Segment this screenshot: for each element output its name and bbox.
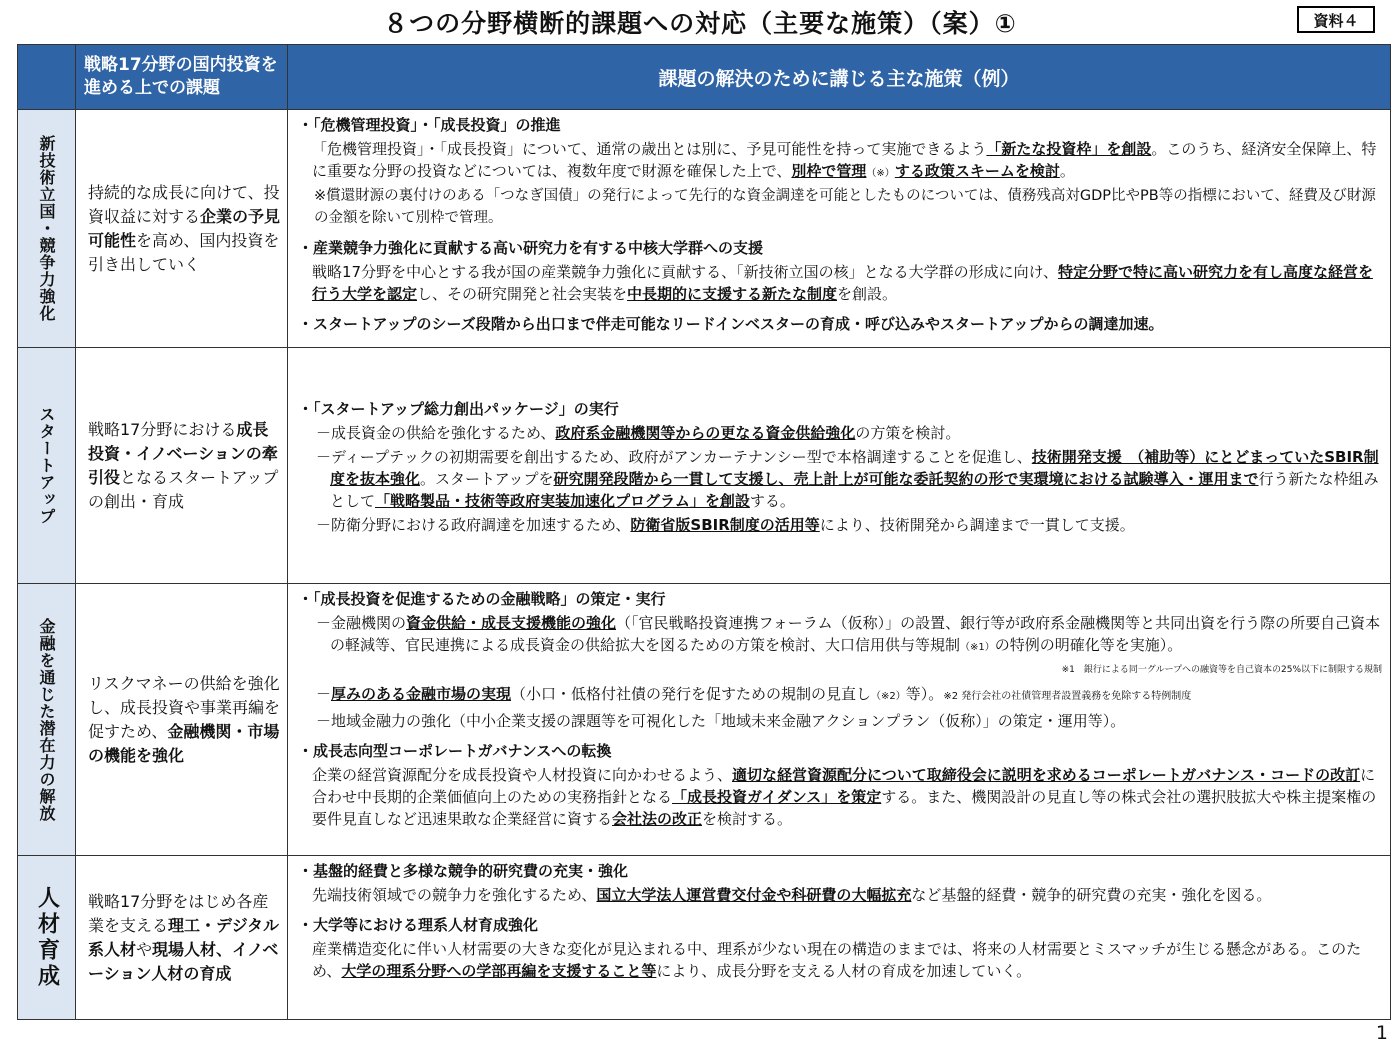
text-span: （小口・低格付社債の発行を促すための規制の見直し bbox=[511, 685, 872, 703]
emphasized-text: 国立大学法人運営費交付金や科研費の大幅拡充 bbox=[596, 886, 912, 904]
measure-heading bbox=[298, 114, 1382, 136]
text-span: により、成長分野を支える人材の育成を加速していく。 bbox=[656, 962, 1032, 980]
text-span: ・「危機管理投資」・「成長投資」の推進 bbox=[298, 116, 561, 134]
issue-emphasis: 金融機関・市場の機能を強化 bbox=[88, 721, 280, 765]
row-category bbox=[18, 856, 76, 1020]
measure-paragraph bbox=[298, 938, 1382, 982]
emphasized-text: 会社法の改正 bbox=[612, 810, 703, 828]
row-category bbox=[18, 348, 76, 584]
text-span: －防衛分野における政府調達を加速するため、 bbox=[316, 515, 631, 534]
text-span: ※2 発行会社の社債管理者設置義務を免除する特例制度 bbox=[943, 691, 1192, 702]
emphasized-text: 「戦略製品・技術等政府実装加速化プログラム」を創設 bbox=[375, 491, 750, 510]
text-span: 「危機管理投資」・「成長投資」について、通常の歳出とは別に、予見可能性を持って実施できるよう bbox=[312, 140, 987, 158]
measure-heading bbox=[298, 588, 1382, 610]
text-span: に合わせ中長期的企業価値向上のための実務指針となる bbox=[312, 766, 1376, 806]
measure-heading bbox=[298, 740, 1382, 762]
issue-emphasis: 理工・デジタル系人材 bbox=[88, 915, 280, 959]
table-row bbox=[18, 856, 1391, 1020]
emphasized-text: 「新たな投資枠」を創設 bbox=[986, 140, 1152, 158]
measure-note bbox=[298, 185, 1382, 229]
measure-note bbox=[298, 659, 1382, 681]
header-issues: 戦略17分野の国内投資を進める上での課題 bbox=[76, 45, 288, 110]
emphasized-text: 大学の理系分野への学部再編を支援すること等 bbox=[341, 962, 657, 980]
text-span: 。スタートアップを bbox=[420, 469, 554, 488]
text-span: の方策を検討。 bbox=[855, 423, 961, 442]
text-span: 先端技術領域での競争力を強化するため、 bbox=[312, 886, 597, 904]
measure-item bbox=[316, 514, 1382, 536]
issue-text: 戦略17分野における bbox=[88, 419, 237, 439]
text-span: （※2） bbox=[871, 691, 906, 702]
row-category bbox=[18, 110, 76, 348]
category-label: 金融を通じた潜在力の解放 bbox=[37, 617, 56, 822]
text-span: の特例の明確化等を実施）。 bbox=[994, 636, 1183, 654]
text-span: ・「スタートアップ総力創出パッケージ」の実行 bbox=[298, 399, 619, 418]
text-span: （※） bbox=[866, 168, 895, 179]
text-span: ※償還財源の裏付けのある「つなぎ国債」の発行によって先行的な資金調達を可能としたものについては、債務残高対GDP比やPB等の指標において、経費及び財源の金額を除いて別枠で管理。 bbox=[314, 188, 1376, 226]
row-category bbox=[18, 584, 76, 856]
table-row bbox=[18, 110, 1391, 348]
text-span: －地域金融力の強化（中小企業支援の課題等を可視化した「地域未来金融アクションプラン（仮称）」の策定・運用等）。 bbox=[316, 712, 1126, 730]
emphasized-text: 中長期的に支援する新たな制度 bbox=[627, 285, 838, 303]
text-span: 等）。 bbox=[905, 685, 944, 703]
text-span: ・基盤的経費と多様な競争的研究費の充実・強化 bbox=[298, 862, 629, 880]
text-span: （※1） bbox=[960, 642, 995, 653]
row-issue bbox=[76, 584, 288, 856]
text-span: －金融機関の bbox=[316, 614, 407, 632]
text-span: を創設。 bbox=[837, 285, 898, 303]
emphasized-text: 技術開発支援 （補助等）にとどまっていたSBIR制度を抜本強化 bbox=[330, 447, 1379, 488]
text-span: ・「成長投資を促進するための金融戦略」の策定・実行 bbox=[298, 590, 666, 608]
row-measures bbox=[288, 584, 1391, 856]
issue-text: 戦略17分野をはじめ各産業を支える bbox=[88, 891, 269, 935]
emphasized-text: 政府系金融機関等からの更なる資金供給強化 bbox=[555, 423, 856, 442]
text-span: ・大学等における理系人材育成強化 bbox=[298, 916, 539, 934]
row-measures bbox=[288, 110, 1391, 348]
row-measures bbox=[288, 856, 1391, 1020]
measures-table bbox=[17, 44, 1391, 1020]
text-span: ・産業競争力強化に貢献する高い研究力を有する中核大学群への支援 bbox=[298, 239, 764, 257]
table-row bbox=[18, 584, 1391, 856]
text-span: 。 bbox=[1059, 162, 1075, 180]
issue-text: 持続的な成長に向けて、投資収益に対する bbox=[88, 182, 280, 226]
measure-heading bbox=[298, 914, 1382, 936]
row-issue bbox=[76, 856, 288, 1020]
issue-text: を高め、国内投資を引き出していく bbox=[88, 230, 280, 274]
text-span: 行う新たな枠組みとして bbox=[330, 469, 1379, 510]
emphasized-text: 研究開発段階から一貫して支援し、売上計上が可能な委託契約の形で実環境における試験導入・運用まで bbox=[553, 469, 1259, 488]
page-title: ８つの分野横断的課題への対応（主要な施策）（案）① bbox=[383, 9, 1017, 38]
emphasized-text: 防衛省版SBIR制度の活用等 bbox=[630, 515, 820, 534]
text-span: － bbox=[316, 685, 332, 703]
measure-item bbox=[316, 683, 1382, 708]
measure-item bbox=[316, 446, 1382, 512]
text-span: ・スタートアップのシーズ段階から出口まで伴走可能なリードインベスターの育成・呼び込みやスタートアップからの調達加速。 bbox=[298, 315, 1164, 333]
measure-paragraph bbox=[298, 261, 1382, 305]
issue-text: や bbox=[136, 939, 153, 959]
header-measures: 課題の解決のために講じる主な施策（例） bbox=[288, 45, 1391, 110]
category-label: 人材育成 bbox=[34, 885, 60, 990]
text-span: 戦略17分野を中心とする我が国の産業競争力強化に貢献する、「新技術立国の核」となる大学群の形成に向け、 bbox=[312, 263, 1058, 281]
emphasized-text: する政策スキームを検討 bbox=[894, 162, 1060, 180]
text-span: により、技術開発から調達まで一貫して支援。 bbox=[819, 515, 1135, 534]
measure-paragraph bbox=[298, 884, 1382, 906]
text-span: する。また、機関設計の見直し等の株式会社の選択肢拡大や株主提案権の要件見直しなど迅速果敢な企業経営に資する bbox=[312, 788, 1377, 828]
issue-text: リスクマネーの供給を強化し、成長投資や事業再編を促すため、 bbox=[88, 673, 281, 741]
table-row bbox=[18, 348, 1391, 584]
text-span: する。 bbox=[749, 491, 795, 510]
measure-heading bbox=[298, 237, 1382, 259]
text-span: －ディープテックの初期需要を創出するため、政府がアンカーテナンシー型で本格調達することを促進し、 bbox=[316, 447, 1032, 466]
measure-heading bbox=[298, 398, 1382, 420]
category-label: スタートアップ bbox=[37, 406, 56, 525]
issue-emphasis: 成長投資・イノベーションの牽引役 bbox=[88, 419, 278, 487]
text-span: ・成長志向型コーポレートガバナンスへの転換 bbox=[298, 742, 612, 760]
emphasized-text: 資金供給・成長支援機能の強化 bbox=[406, 614, 617, 632]
measure-paragraph bbox=[298, 764, 1382, 830]
measure-item bbox=[316, 710, 1382, 732]
text-span: など基盤的経費・競争的研究費の充実・強化を図る。 bbox=[911, 886, 1272, 904]
measure-heading bbox=[298, 313, 1382, 335]
text-span: 産業構造変化に伴い人材需要の大きな変化が見込まれる中、理系が少ない現在の構造のままでは、将来の人材需要とミスマッチが生じる懸念がある。このため、 bbox=[312, 940, 1362, 980]
header-category bbox=[18, 45, 76, 110]
row-issue bbox=[76, 348, 288, 584]
emphasized-text: 「成長投資ガイダンス」を策定 bbox=[672, 788, 882, 806]
text-span: （「官民戦略投資連携フォーラム（仮称）」の設置、銀行等が政府系金融機関等と共同出資を行う際の所要自己資本の軽減等、官民連携による成長資金の供給拡大を図るための方策を検討、大口信用供与等規制 bbox=[330, 614, 1381, 654]
page-number: 1 bbox=[1375, 1022, 1388, 1044]
measure-item bbox=[316, 612, 1382, 659]
text-span: し、その研究開発と社会実装を bbox=[417, 285, 628, 303]
measure-paragraph bbox=[298, 138, 1382, 185]
category-label: 新技術立国・競争力強化 bbox=[37, 135, 56, 322]
measure-item bbox=[316, 422, 1382, 444]
row-issue bbox=[76, 110, 288, 348]
text-span: 。このうち、経済安全保障上、特に重要な分野の投資などについては、複数年度で財源を確保した上で、 bbox=[312, 140, 1377, 180]
issue-text: となるスタートアップの創出・育成 bbox=[88, 467, 279, 511]
text-span: を検討する。 bbox=[702, 810, 793, 828]
emphasized-text: 別枠で管理 bbox=[791, 162, 867, 180]
emphasized-text: 適切な経営資源配分について取締役会に説明を求めるコーポレートガバナンス・コードの改訂 bbox=[732, 766, 1361, 784]
document-badge: 資料４ bbox=[1297, 6, 1375, 33]
measure-heading bbox=[298, 860, 1382, 882]
row-measures bbox=[288, 348, 1391, 584]
text-span: －成長資金の供給を強化するため、 bbox=[316, 423, 556, 442]
emphasized-text: 厚みのある金融市場の実現 bbox=[331, 685, 512, 703]
issue-emphasis: 現場人材、イノベーション人材の育成 bbox=[88, 939, 279, 983]
text-span: 企業の経営資源配分を成長投資や人材投資に向かわせるよう、 bbox=[312, 766, 733, 784]
issue-emphasis: 企業の予見可能性 bbox=[88, 206, 281, 250]
emphasized-text: 特定分野で特に高い研究力を有し高度な経営を行う大学を認定 bbox=[312, 263, 1374, 303]
text-span: ※1 銀行による同一グループへの融資等を自己資本の25%以下に制限する規制 bbox=[1061, 665, 1382, 675]
table-header-row bbox=[18, 45, 1391, 110]
